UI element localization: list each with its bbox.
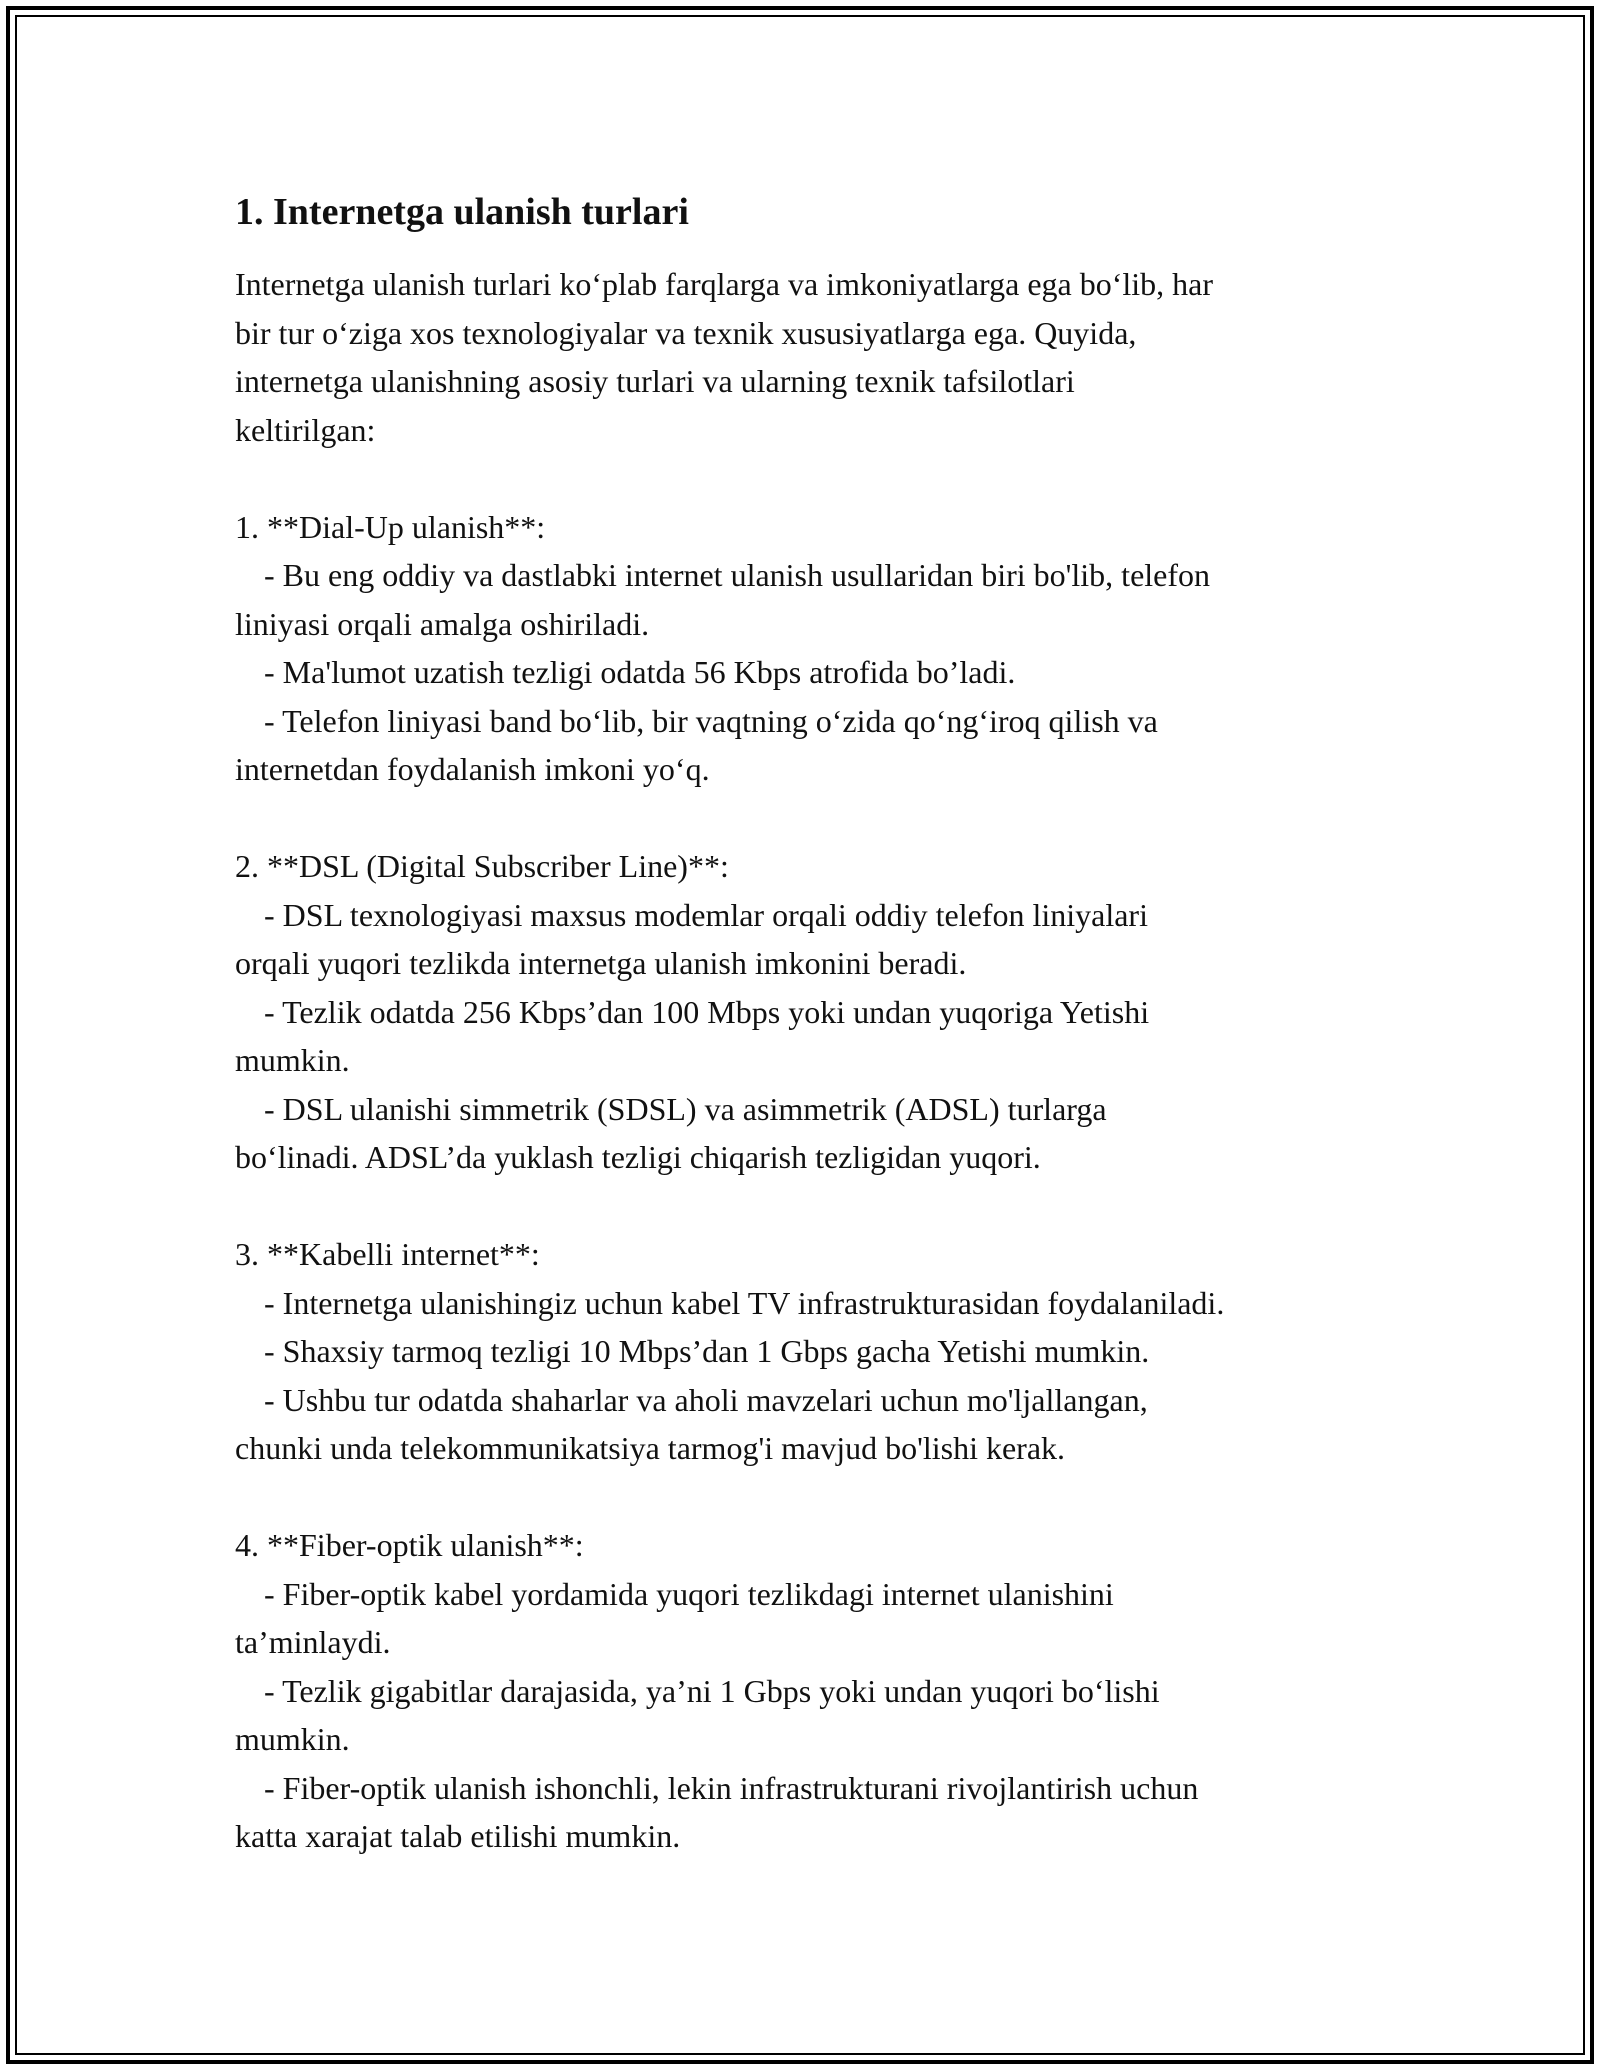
bullet-line: - Bu eng oddiy va dastlabki internet ulanish usullaridan biri bo'lib, telefon: [264, 557, 1211, 593]
bullet-line: - Tezlik gigabitlar darajasida, ya’ni 1 Gbps yoki undan yuqori bo‘lishi: [264, 1672, 1160, 1709]
document-heading: 1. Internetga ulanish turlari: [235, 191, 689, 233]
bullet-line: - Telefon liniyasi band bo‘lib, bir vaqtning o‘zida qo‘ng‘iroq qilish va: [264, 702, 1158, 739]
bullet-line-continuation: internetdan foydalanish imkoni yo‘q.: [235, 751, 710, 787]
bullet-line: - Shaxsiy tarmoq tezligi 10 Mbps’dan 1 Gbps gacha Yetishi mumkin.: [264, 1333, 1150, 1369]
section-title: 1. **Dial-Up ulanish**:: [235, 508, 546, 545]
section-title: 3. **Kabelli internet**:: [235, 1236, 540, 1272]
paragraph-gap: [235, 1182, 1375, 1231]
bullet-line-continuation: liniyasi orqali amalga oshiriladi.: [235, 605, 650, 642]
bullet-line-continuation: mumkin.: [235, 1042, 350, 1078]
bullet-line-continuation: bo‘linadi. ADSL’da yuklash tezligi chiqarish tezligidan yuqori.: [235, 1139, 1041, 1175]
bullet-line: - Internetga ulanishingiz uchun kabel TV infrastrukturasidan foydalaniladi.: [264, 1284, 1225, 1321]
paragraph-gap: [235, 794, 1375, 843]
bullet-line: - Fiber-optik kabel yordamida yuqori tezlikdagi internet ulanishini: [264, 1575, 1114, 1612]
intro-line: Internetga ulanish turlari ko‘plab farqlarga va imkoniyatlarga ega bo‘lib, har: [235, 266, 1214, 302]
section-title: 4. **Fiber-optik ulanish**:: [235, 1527, 584, 1563]
document-body: [235, 188, 1375, 1861]
bullet-line-continuation: katta xarajat talab etilishi mumkin.: [235, 1818, 681, 1854]
section-fiber: [235, 1521, 1375, 1861]
bullet-line: - Ma'lumot uzatish tezligi odatda 56 Kbps atrofida bo’ladi.: [264, 654, 1016, 690]
intro-line: keltirilgan:: [235, 411, 376, 448]
bullet-line: - DSL texnologiyasi maxsus modemlar orqali oddiy telefon liniyalari: [264, 896, 1148, 933]
bullet-line-continuation: ta’minlaydi.: [235, 1624, 391, 1660]
paragraph-gap: [235, 454, 1375, 503]
section-dial-up: [235, 503, 1375, 794]
section-dsl: [235, 842, 1375, 1182]
intro-line: bir tur o‘ziga xos texnologiyalar va texnik xususiyatlarga ega. Quyida,: [235, 314, 1137, 351]
bullet-line: - Ushbu tur odatda shaharlar va aholi mavzelari uchun mo'ljallangan,: [264, 1381, 1148, 1418]
intro-line: internetga ulanishning asosiy turlari va ularning texnik tafsilotlari: [235, 363, 1075, 399]
section-title: 2. **DSL (Digital Subscriber Line)**:: [235, 848, 729, 884]
bullet-line: - Fiber-optik ulanish ishonchli, lekin infrastrukturani rivojlantirish uchun: [264, 1769, 1199, 1806]
bullet-line-continuation: orqali yuqori tezlikda internetga ulanish imkonini beradi.: [235, 945, 967, 981]
bullet-line: - Tezlik odatda 256 Kbps’dan 100 Mbps yoki undan yuqoriga Yetishi: [264, 993, 1150, 1030]
intro-paragraph: [235, 260, 1375, 454]
bullet-line-continuation: chunki unda telekommunikatsiya tarmog'i mavjud bo'lishi kerak.: [235, 1430, 1066, 1466]
section-cable: [235, 1230, 1375, 1473]
bullet-line: - DSL ulanishi simmetrik (SDSL) va asimmetrik (ADSL) turlarga: [264, 1090, 1107, 1127]
paragraph-gap: [235, 1473, 1375, 1522]
bullet-line-continuation: mumkin.: [235, 1721, 350, 1757]
